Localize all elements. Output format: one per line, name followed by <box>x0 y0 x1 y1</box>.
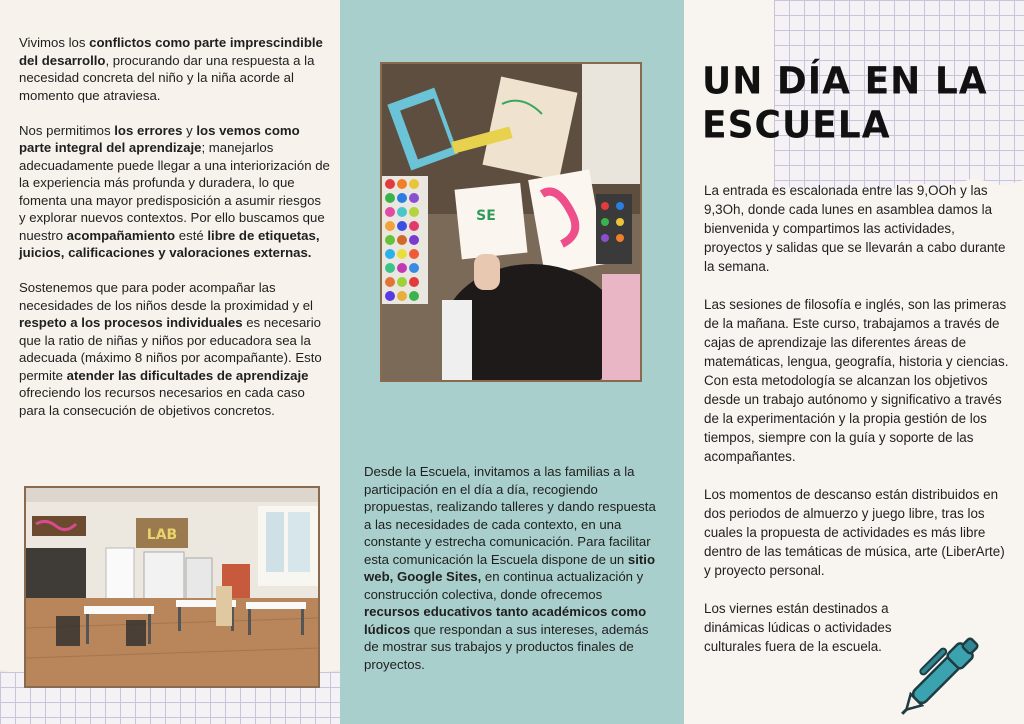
title-line-2: ESCUELA <box>702 104 891 148</box>
pen-icon <box>896 622 996 718</box>
left-text-block <box>19 34 331 437</box>
sign-text: SE <box>476 208 496 224</box>
text-run: en continua actualización y construcción colectiva, donde ofrecemos <box>364 569 644 602</box>
left-panel <box>0 0 340 724</box>
middle-text-block <box>364 463 660 691</box>
text-run: Desde la Escuela, invitamos a las familias a la participación en el día a día, recogiendo propuestas, realizando talleres y dando respuesta a las necesidades de cada contexto, en una constante y estrecha comunicación. Para facilitar esta comunicación la Escuela dispone de un <box>364 464 656 567</box>
text-run: que respondan a sus intereses, además de mostrar sus trabajos y productos finales de proyectos. <box>364 621 649 672</box>
bold-text-run: conflictos como parte imprescindible del desarrollo <box>19 35 323 68</box>
text-run: ofreciendo los recursos necesarios en cada caso para la consecución de objetivos concretos. <box>19 385 305 418</box>
text-run: ; manejarlos adecuadamente puede llegar a una interiorización de la experiencia más profunda y duradera, lo que fomenta una mayor predisposición a asumir riesgos y explorar nuevos contextos. Por ello buscamos que nuestro <box>19 140 330 243</box>
text-run: Vivimos los <box>19 35 90 50</box>
bold-text-run: los vemos como parte integral del aprendizaje <box>19 122 300 155</box>
lab-sign-text: LAB <box>146 527 178 543</box>
right-text-block <box>704 181 1010 675</box>
title-line-1: UN DÍA EN LA <box>702 59 988 103</box>
text-run: y <box>182 122 197 138</box>
page-title <box>702 60 1002 148</box>
bold-text-run: recursos educativos tanto académicos como lúdicos <box>364 604 647 637</box>
right-paragraph-2: Las sesiones de filosofía e inglés, son las primeras de la mañana. Este curso, trabajamos a través de cajas de aprendizaje las diferentes áreas de matemáticas, lengua, geografía, historia y ciencias. Con esta metodología se alcanzan los objetivos desde un trabajo autónomo y significativo a través de la experimentación y la propia gestión de los tiempos, siempre con la guía y soporte de las acompañantes. <box>704 297 1009 464</box>
bold-text-run: acompañamiento <box>66 227 176 243</box>
left-paragraph-3 <box>19 279 331 419</box>
right-paragraph-1: La entrada es escalonada entre las 9,OOh y las 9,3Oh, donde cada lunes en asamblea damos la bienvenida y compartimos las actividades, proyectos y salidas que se llevarán a cabo durante la semana. <box>704 183 1006 274</box>
bold-text-run: atender las dificultades de aprendizaje <box>66 367 309 383</box>
left-paragraph-2 <box>19 122 331 262</box>
crafts-photo <box>380 62 642 382</box>
crafts-illustration <box>382 64 640 380</box>
text-run: es necesario que la ratio de niñas y niños por educadora sea la adecuada (máximo 8 niños por acompañante). Esto permite <box>19 315 322 383</box>
text-run: , procurando dar una respuesta a la necesidad concreta del niño y la niña acorde al momento que atraviesa. <box>19 52 315 103</box>
right-paragraph-4: Los viernes están destinados a dinámicas lúdicas o actividades culturales fuera de la escuela. <box>704 601 892 654</box>
classroom-photo <box>24 486 320 688</box>
text-run: esté <box>175 227 208 243</box>
marker-grid <box>385 179 419 301</box>
right-paragraph-3: Los momentos de descanso están distribuidos en dos periodos de almuerzo y juego libre, tras los cuales la propuesta de actividades es más libre dentro de las temáticas de música, arte (LiberArte) y proyecto personal. <box>704 487 1005 578</box>
bold-text-run: libre de etiquetas, juicios, calificaciones y valoraciones externas. <box>19 227 320 260</box>
bold-text-run: los errores <box>114 122 183 138</box>
middle-paragraph-1 <box>364 463 660 673</box>
text-run: Sostenemos que para poder acompañar las necesidades de los niños desde la proximidad y el <box>19 280 313 313</box>
bold-text-run: sitio web, Google Sites, <box>364 551 656 584</box>
right-panel <box>684 0 1024 724</box>
bold-text-run: respeto a los procesos individuales <box>19 315 243 330</box>
text-run: Nos permitimos <box>19 122 115 138</box>
classroom-illustration <box>26 488 318 686</box>
left-paragraph-1 <box>19 34 331 104</box>
